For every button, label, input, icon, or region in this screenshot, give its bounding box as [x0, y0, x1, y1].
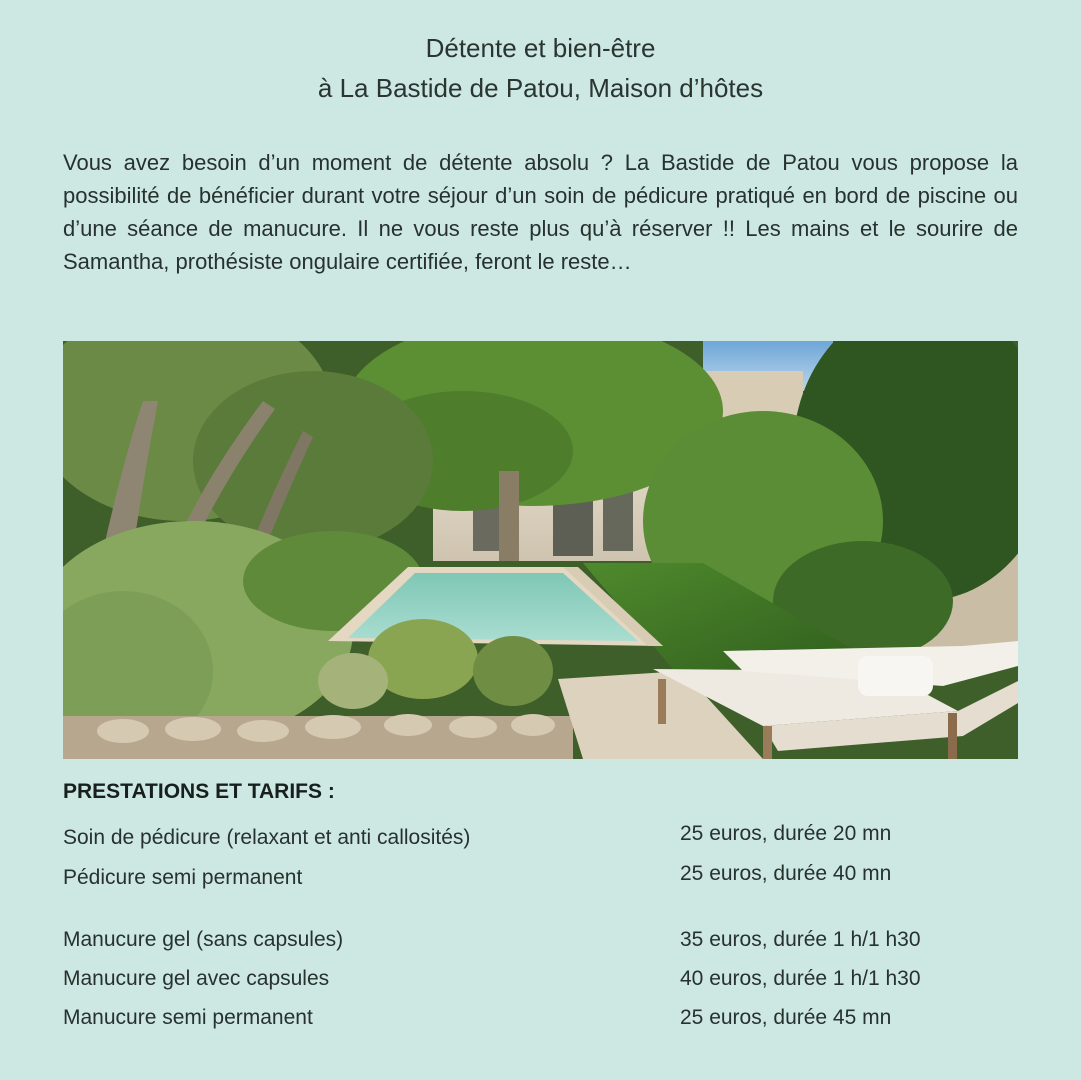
page-header: [0, 28, 1081, 108]
price-row: [63, 967, 1018, 997]
service-name: Manucure semi permanent: [63, 1006, 313, 1029]
service-name: Pédicure semi permanent: [63, 866, 303, 889]
garden-pool-photo: [63, 341, 1018, 759]
price-row: [63, 1006, 1018, 1036]
service-price: 25 euros, durée 40 mn: [680, 862, 892, 885]
header-title-line-1: Détente et bien-être: [425, 33, 656, 63]
header-title-line-2: à La Bastide de Patou, Maison d’hôtes: [317, 73, 764, 103]
price-row: [63, 862, 1018, 896]
service-price: 25 euros, durée 20 mn: [680, 822, 892, 845]
section-title: PRESTATIONS ET TARIFS :: [63, 780, 335, 803]
service-price: 35 euros, durée 1 h/1 h30: [680, 928, 921, 951]
price-row: [63, 822, 1018, 856]
price-row: [63, 928, 1018, 958]
intro-paragraph: Vous avez besoin d’un moment de détente absolu ? La Bastide de Patou vous propose la possibilité de bénéficier durant votre séjour d’un soin de pédicure pratiqué en bord de piscine ou d’une séance de manucure. Il ne vous reste plus qu’à réserver !! Les mains et le sourire de Samantha, prothésiste ongulaire certifiée, feront le reste…: [63, 150, 1018, 274]
service-name: Manucure gel (sans capsules): [63, 928, 344, 951]
service-name: Soin de pédicure (relaxant et anti callosités): [63, 826, 471, 849]
service-price: 40 euros, durée 1 h/1 h30: [680, 967, 921, 990]
service-price: 25 euros, durée 45 mn: [680, 1006, 892, 1029]
service-name: Manucure gel avec capsules: [63, 967, 330, 990]
